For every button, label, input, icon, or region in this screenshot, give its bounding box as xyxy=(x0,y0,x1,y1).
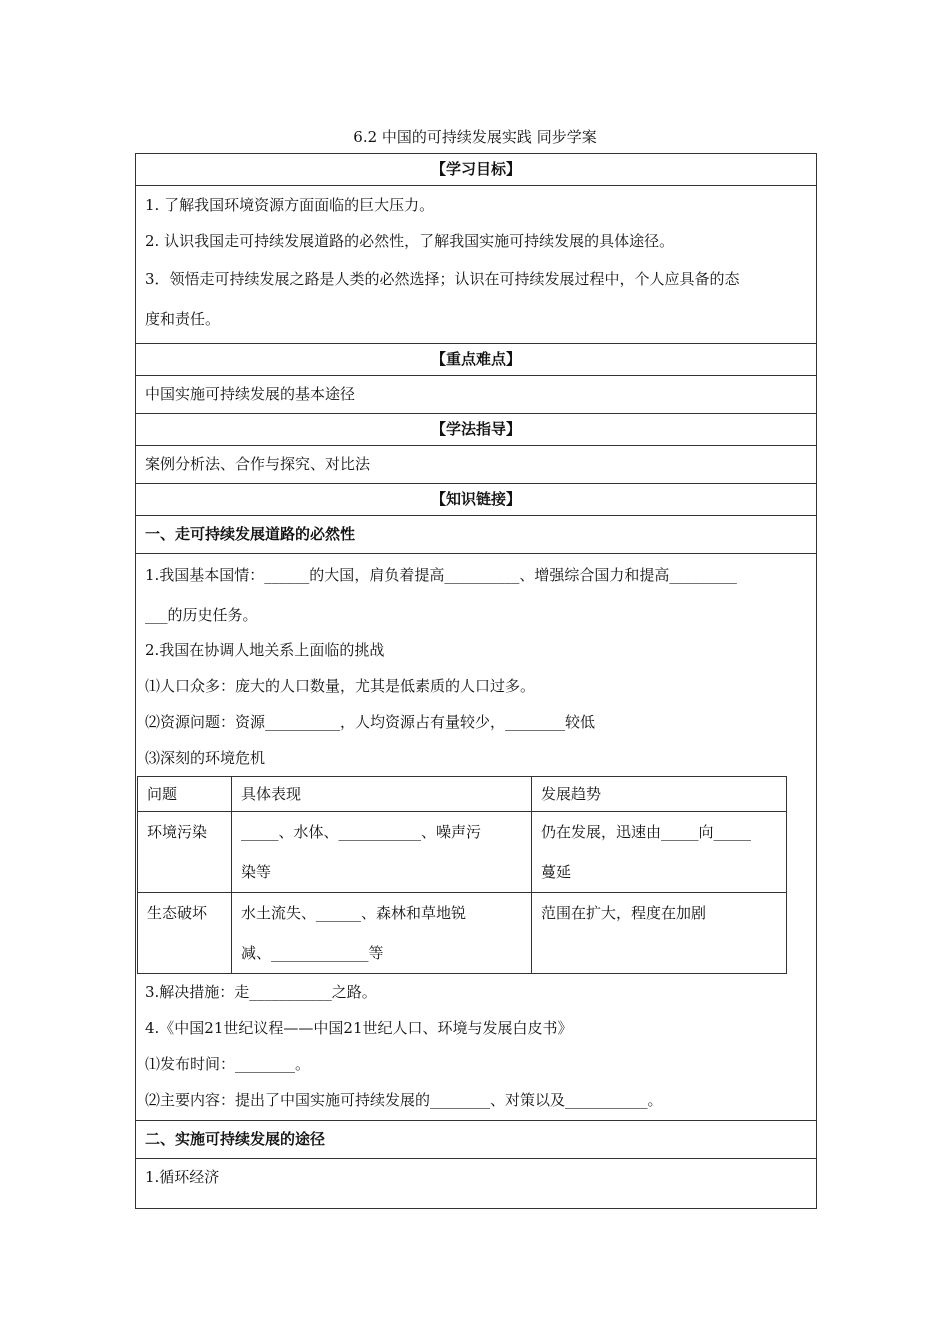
objectives-cell xyxy=(136,186,817,344)
study-guide-table xyxy=(135,153,817,1209)
objective-1: 1. 了解我国环境资源方面面临的巨大压力。 xyxy=(145,196,435,214)
pollution-manifestation xyxy=(232,812,532,893)
key-text: 中国实施可持续发展的基本途径 xyxy=(136,376,817,414)
circular-economy-line: 1.循环经济 xyxy=(136,1159,817,1209)
environment-crisis-line: ⑶深刻的环境危机 xyxy=(145,749,266,767)
solution-line: 3.解决措施：走___________之路。 xyxy=(145,983,377,1001)
part2-title-row xyxy=(136,1121,817,1159)
objective-3: 3．领悟走可持续发展之路是人类的必然选择；认识在可持续发展过程中，个人应具备的态 xyxy=(145,270,740,288)
challenges-heading: 2.我国在协调人地关系上面临的挑战 xyxy=(145,641,385,659)
pollution-manifestation-line1: _____、水体、___________、噪声污 xyxy=(241,823,482,841)
part2-content-row xyxy=(136,1159,817,1209)
method-heading: 【学法指导】 xyxy=(136,414,817,446)
national-condition-line-cont: ___的历史任务。 xyxy=(145,606,258,624)
pollution-trend-line1: 仍在发展，迅速由_____向_____ xyxy=(541,823,752,841)
ecology-row xyxy=(138,893,787,974)
key-header-row xyxy=(136,344,817,376)
objective-2: 2. 认识我国走可持续发展道路的必然性，了解我国实施可持续发展的具体途径。 xyxy=(145,232,675,250)
key-heading: 【重点难点】 xyxy=(136,344,817,376)
ecology-manifestation-line2: 减、_____________等 xyxy=(241,944,384,962)
ecology-manifestation-line1: 水土流失、______、森林和草地锐 xyxy=(241,904,467,922)
method-text: 案例分析法、合作与探究、对比法 xyxy=(136,446,817,484)
ecology-label: 生态破坏 xyxy=(138,893,232,974)
knowledge-header-row xyxy=(136,484,817,516)
main-content-line: ⑵主要内容：提出了中国实施可持续发展的________、对策以及___________。 xyxy=(145,1091,663,1109)
objectives-header-row xyxy=(136,154,817,186)
part1-title-row xyxy=(136,516,817,554)
pollution-manifestation-line2: 染等 xyxy=(241,863,272,881)
environment-problems-table xyxy=(137,776,787,974)
ecology-manifestation xyxy=(232,893,532,974)
objective-3-cont: 度和责任。 xyxy=(145,310,221,328)
part1-title: 一、走可持续发展道路的必然性 xyxy=(136,516,817,554)
key-row xyxy=(136,376,817,414)
ecology-trend-line1: 范围在扩大，程度在加剧 xyxy=(541,904,707,922)
knowledge-heading: 【知识链接】 xyxy=(136,484,817,516)
objectives-row xyxy=(136,186,817,344)
part2-title: 二、实施可持续发展的途径 xyxy=(136,1121,817,1159)
header-manifestation: 具体表现 xyxy=(232,777,532,812)
pollution-label: 环境污染 xyxy=(138,812,232,893)
ecology-trend xyxy=(532,893,787,974)
part1-content-cell xyxy=(136,554,817,1121)
resources-line: ⑵资源问题：资源__________，人均资源占有量较少，________较低 xyxy=(145,713,596,731)
pollution-row xyxy=(138,812,787,893)
method-row xyxy=(136,446,817,484)
header-trend: 发展趋势 xyxy=(532,777,787,812)
pollution-trend xyxy=(532,812,787,893)
national-condition-line: 1.我国基本国情：______的大国，肩负着提高__________、增强综合国力和提高_________ xyxy=(145,566,737,584)
inner-header-row xyxy=(138,777,787,812)
objectives-heading: 【学习目标】 xyxy=(136,154,817,186)
method-header-row xyxy=(136,414,817,446)
pollution-trend-line2: 蔓延 xyxy=(541,863,572,881)
release-time-line: ⑴发布时间：________。 xyxy=(145,1055,311,1073)
part1-content-row xyxy=(136,554,817,1121)
agenda21-line: 4.《中国21世纪议程——中国21世纪人口、环境与发展白皮书》 xyxy=(145,1019,573,1037)
header-problem: 问题 xyxy=(138,777,232,812)
population-line: ⑴人口众多：庞大的人口数量，尤其是低素质的人口过多。 xyxy=(145,677,536,695)
document-title: 6.2 中国的可持续发展实践 同步学案 xyxy=(353,128,597,146)
